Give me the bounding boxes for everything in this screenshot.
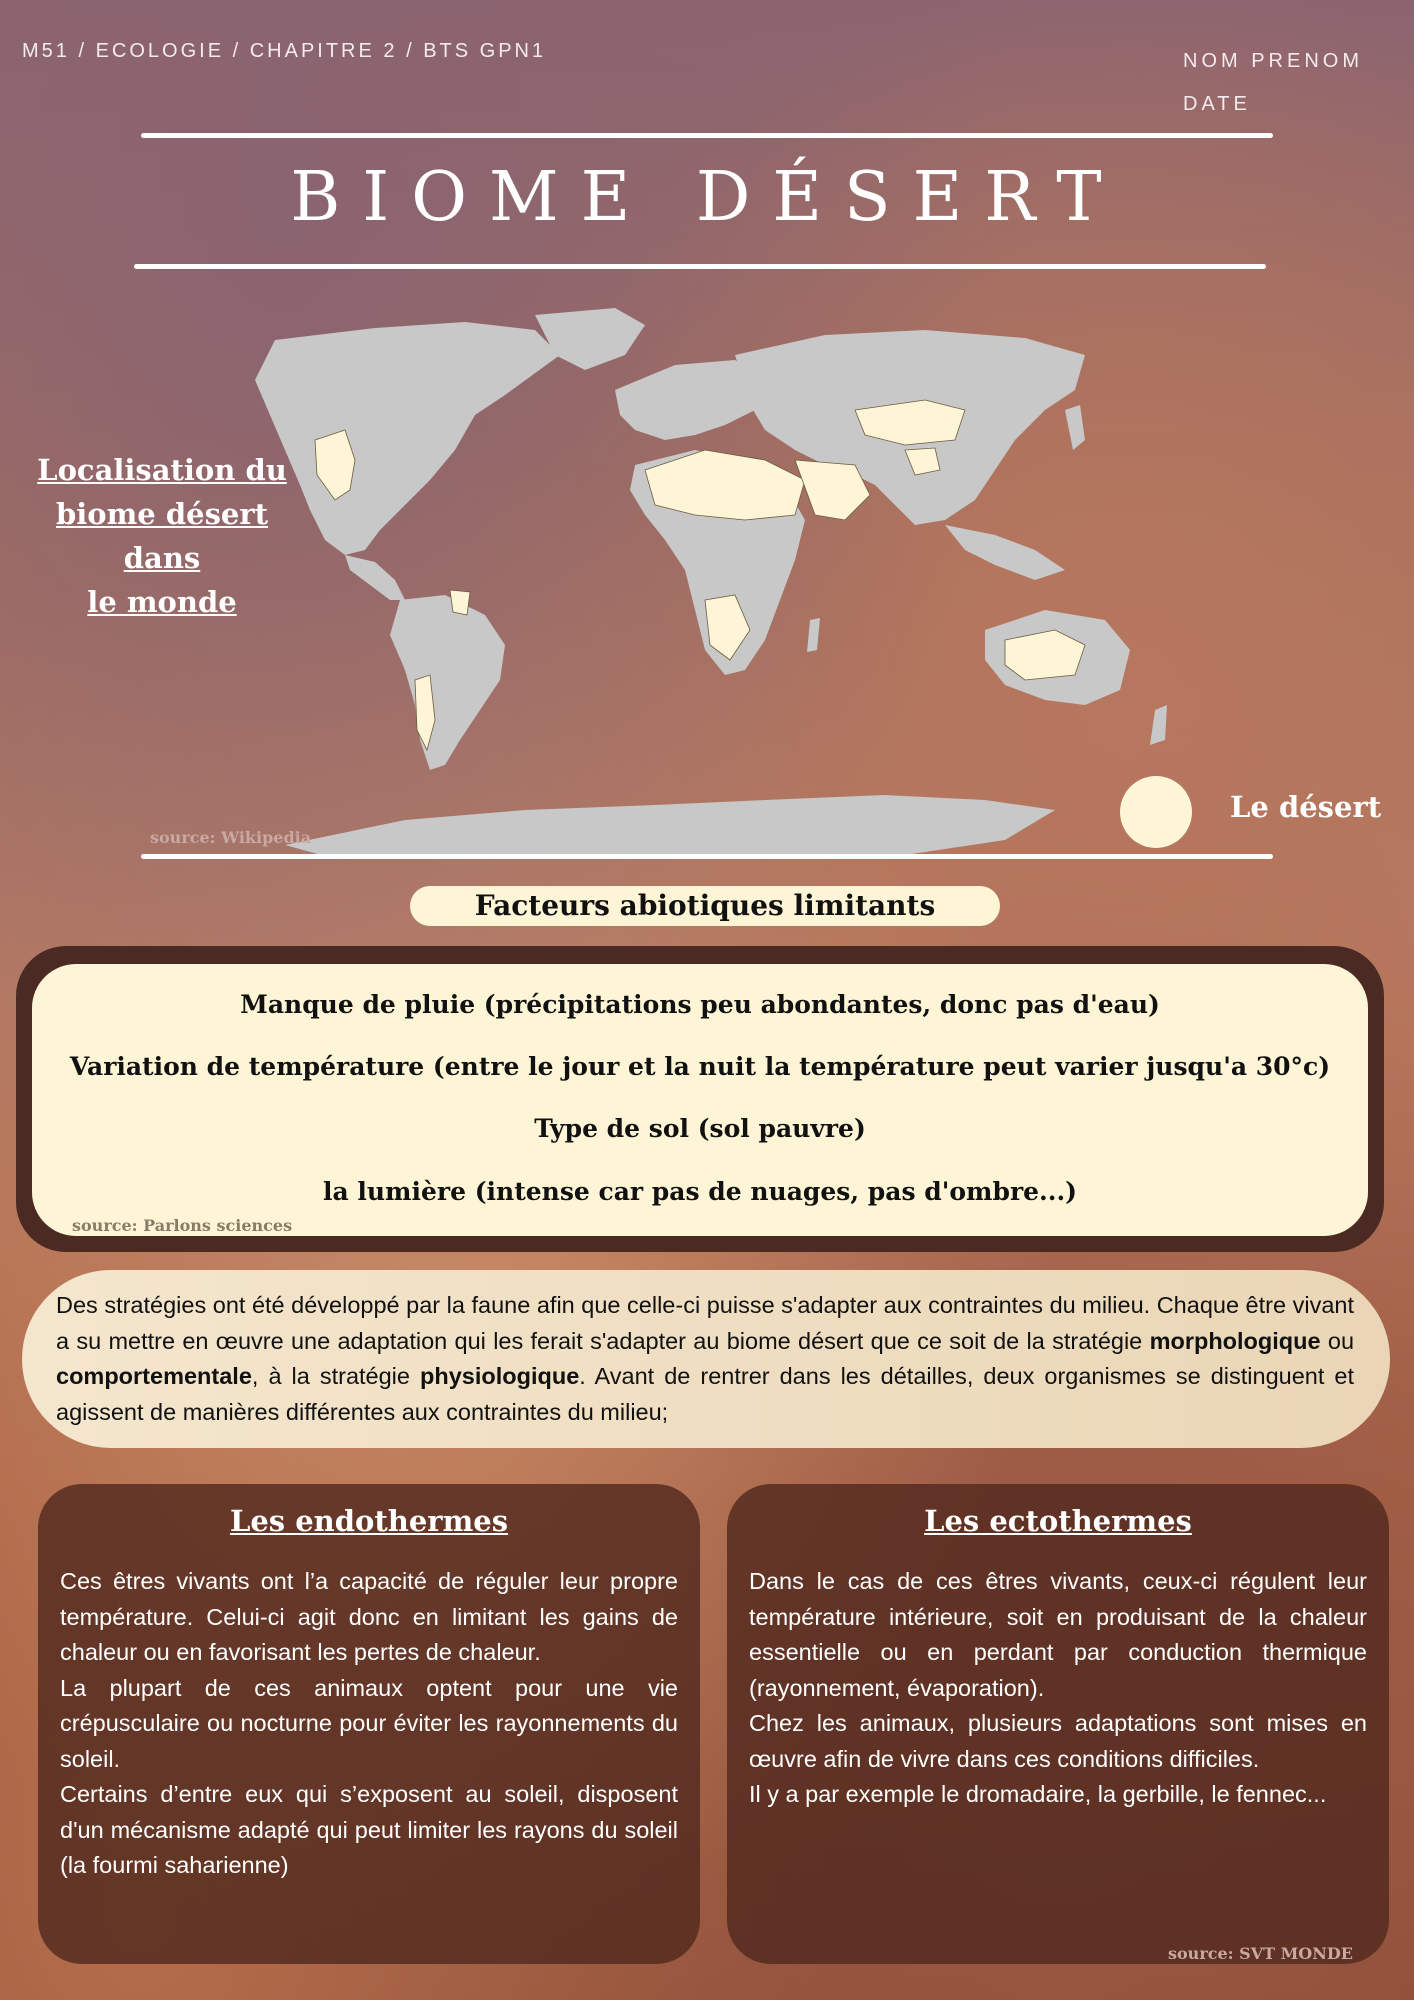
strategy-text: , à la stratégie — [251, 1363, 420, 1389]
new-zealand — [1150, 705, 1167, 745]
factors-panel — [32, 964, 1368, 1236]
map-caption-line: le monde — [87, 585, 237, 619]
factor-item: Type de sol (sol pauvre) — [534, 1114, 866, 1143]
divider-title-bottom — [134, 264, 1266, 269]
ectothermes-title: Les ectothermes — [924, 1504, 1192, 1538]
world-map — [205, 300, 1245, 860]
map-caption-line: biome désert dans — [55, 497, 269, 575]
madagascar — [807, 618, 820, 652]
cards-source: source: SVT MONDE — [1168, 1944, 1353, 1963]
ectothermes-paragraph: Chez les animaux, plusieurs adaptations sont mises en œuvre afin de vivre dans ces conditions difficiles. — [749, 1710, 1367, 1772]
name-label: NOM PRENOM — [1183, 50, 1363, 72]
strategy-term: comportementale — [56, 1363, 252, 1389]
endothermes-paragraph: Certains d’entre eux qui s’exposent au soleil, disposent d'un mécanisme adapté qui peut limiter les rayons du soleil (la fourmi saharienne) — [60, 1781, 678, 1878]
south-america — [390, 595, 505, 770]
page-title: BIOME DÉSERT — [290, 158, 1124, 237]
land-masses — [255, 308, 1167, 858]
japan — [1065, 405, 1085, 450]
endothermes-card — [38, 1484, 700, 1964]
ectothermes-paragraph: Dans le cas de ces êtres vivants, ceux-ci régulent leur température intérieure, soit en produisant de la chaleur essentielle ou en perdant par conduction thermique (rayonnement, évaporation). — [749, 1568, 1367, 1701]
date-label: DATE — [1183, 93, 1251, 115]
strategy-text: Des stratégies ont été développé par la faune afin que celle-ci puisse s'adapter aux contraintes du milieu. Chaque être vivant a su mettre en œuvre une adaptation qui les ferait s'adapter au biome désert que ce soit de la stratégie — [56, 1292, 1354, 1354]
antarctica — [285, 795, 1055, 858]
ectothermes-card — [727, 1484, 1389, 1964]
endothermes-paragraph: Ces êtres vivants ont l’a capacité de réguler leur propre température. Celui-ci agit donc en limitant les gains de chaleur ou en favorisant les pertes de chaleur. — [60, 1568, 678, 1665]
factors-source: source: Parlons sciences — [72, 1216, 293, 1235]
central-america — [345, 555, 405, 600]
desert-patagonia — [450, 590, 470, 615]
factor-item: Manque de pluie (précipitations peu abondantes, donc pas d'eau) — [240, 990, 1160, 1019]
map-caption-line: Localisation du — [37, 453, 287, 487]
endothermes-text — [60, 1564, 678, 1884]
factor-item: la lumière (intense car pas de nuages, pas d'ombre...) — [322, 1177, 1077, 1206]
factors-heading: Facteurs abiotiques limitants — [410, 886, 1000, 926]
endothermes-paragraph: La plupart de ces animaux optent pour une vie crépusculaire ou nocturne pour éviter les rayonnements du soleil. — [60, 1674, 678, 1772]
north-america — [255, 322, 560, 555]
endothermes-title: Les endothermes — [229, 1504, 509, 1538]
strategy-paragraph — [22, 1270, 1390, 1448]
map-source: source: Wikipedia — [150, 828, 312, 847]
legend-swatch-desert — [1120, 776, 1192, 848]
ectothermes-text — [749, 1564, 1367, 1813]
breadcrumb: M51 / ECOLOGIE / CHAPITRE 2 / BTS GPN1 — [22, 40, 547, 62]
strategy-text: ou — [1320, 1327, 1355, 1354]
ectothermes-paragraph: Il y a par exemple le dromadaire, la gerbille, le fennec... — [749, 1781, 1327, 1807]
southeast-asia — [945, 525, 1065, 580]
divider-map-bottom — [141, 854, 1273, 859]
student-info — [1183, 40, 1363, 126]
divider-top — [141, 133, 1273, 138]
strategy-term: morphologique — [1149, 1327, 1321, 1354]
legend-label: Le désert — [1230, 790, 1382, 824]
strategy-text: . Avant de rentrer dans les détailles, deux organismes se distinguent et agissent de manières différentes aux contraintes du milieu; — [56, 1363, 1355, 1425]
strategy-term: physiologique — [420, 1363, 580, 1389]
factor-item: Variation de température (entre le jour et la nuit la température peut varier jusqu'a 30°c) — [69, 1052, 1331, 1081]
